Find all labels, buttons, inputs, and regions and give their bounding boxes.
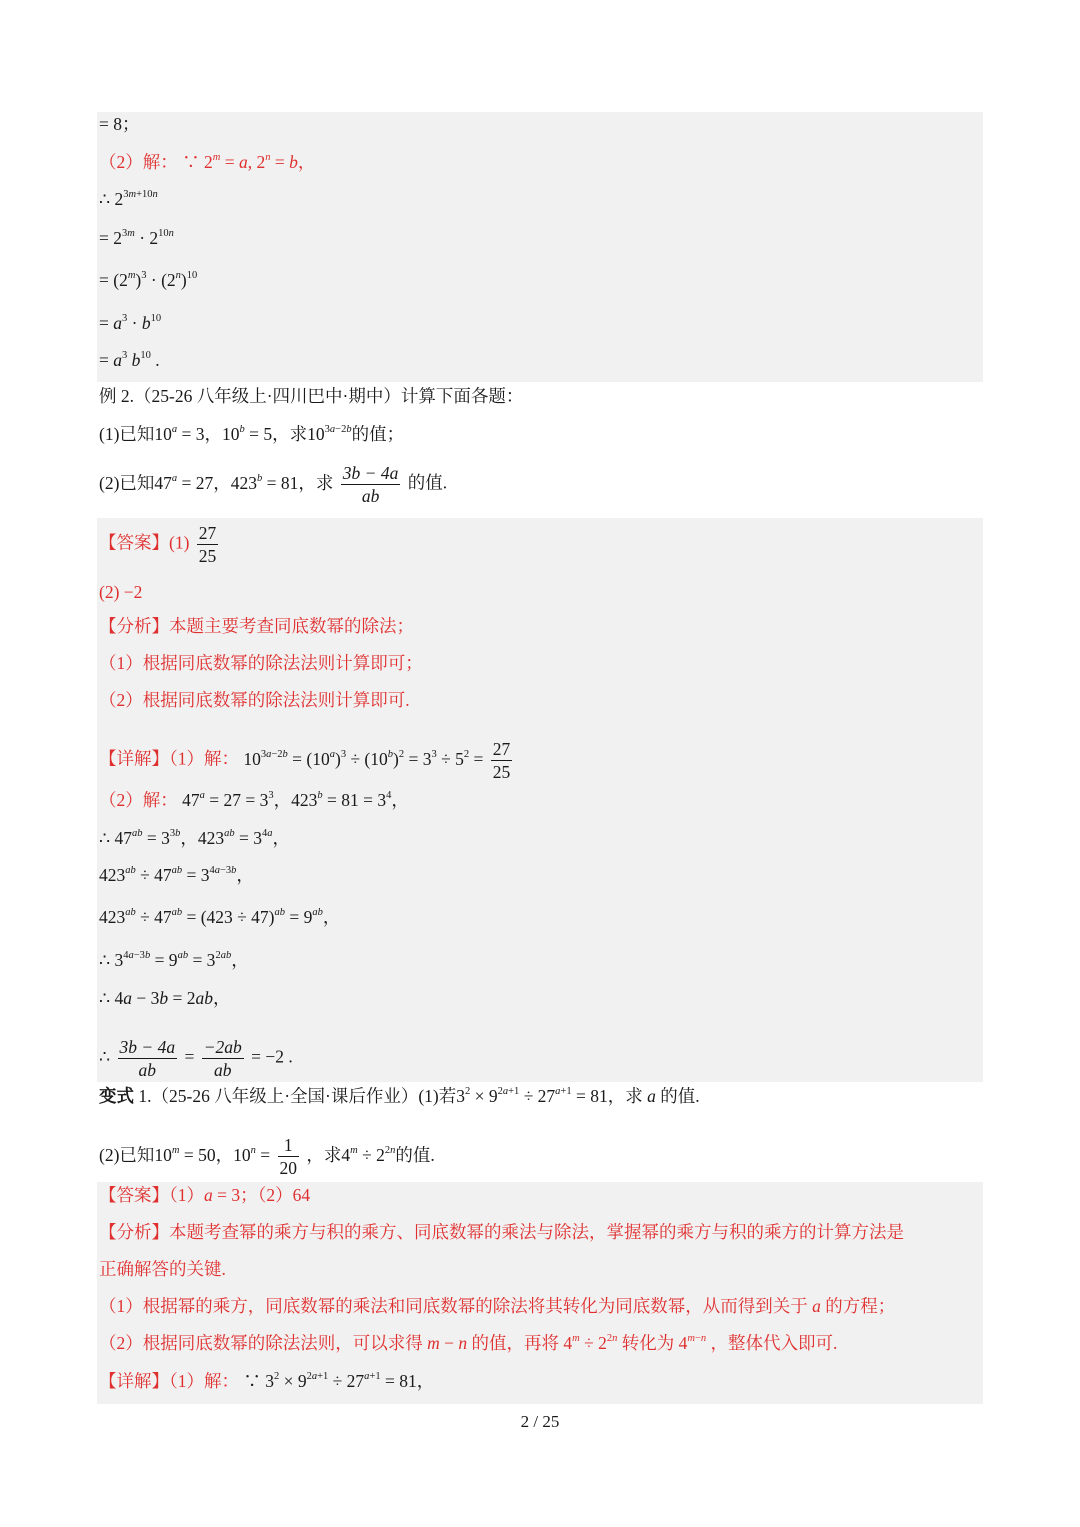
detail-3-part-label: （1）解： <box>169 1371 239 1391</box>
analysis-2-step-1: （1）根据同底数幂的除法法则计算即可； <box>99 653 423 673</box>
analysis-3-line-a <box>99 1222 904 1242</box>
example-2-q2-numerator: 3b − 4a <box>342 463 399 483</box>
analysis-3-line-b: 正确解答的关键. <box>99 1259 226 1279</box>
analysis-3-step-2: （2）根据同底数幂的除法法则，可以求得 m − n 的值，再将 $4^m \div 2^{2n}$ 转化为 $4^{m-n}$ ，整体代入即可. <box>99 1333 838 1353</box>
analysis-2-text: 本题主要考查同底数幂的除法； <box>169 616 414 636</box>
answer-2-numerator: 27 <box>198 523 217 543</box>
prev-line-6: = $a^3$ $b^{10}$ . <box>99 350 160 370</box>
variant-1-question-2 <box>99 1134 435 1179</box>
example-2-heading <box>99 386 523 406</box>
detail-2-label: 【详解】 <box>99 748 169 769</box>
analysis-3-label: 【分析】 <box>99 1222 169 1242</box>
variant-1-q2-end: ，求$4^m \div 2^{2n}$的值. <box>306 1144 435 1165</box>
example-2-q2-end: 的值. <box>407 472 448 493</box>
detail-3-line <box>99 1371 434 1391</box>
answer-2-fraction <box>197 522 219 567</box>
variant-1-source: 1.（25-26 八年级上·全国·课后作业） <box>134 1086 419 1106</box>
detail-2-denominator: 25 <box>492 762 511 782</box>
prev-line-5: = $a^3 \cdot b^{10}$ <box>99 313 162 333</box>
example-2-question-1: (1)已知$10^a = 3$，$10^b = 5$，求$10^{3a-2b}$的值； <box>99 424 405 444</box>
example-2-q2-fraction <box>341 462 401 507</box>
detail-2-fraction <box>491 738 513 783</box>
variant-1-q2-text: (2)已知$10^m = 50$，$10^n$ = <box>99 1144 271 1165</box>
detail-2-final-numerator-2: −2ab <box>203 1037 242 1057</box>
example-2-q2-text: (2)已知$47^a = 27$，$423^b = 81$，求 <box>99 472 334 493</box>
example-2-source: .（25-26 八年级上·四川巴中·期中）计算下面各题： <box>129 386 524 406</box>
prev-line-1-label: （2）解： <box>99 152 178 172</box>
detail-2-final-end: = −2 . <box>251 1046 293 1067</box>
detail-2-final-fraction-2 <box>202 1036 244 1081</box>
detail-2-line-3: ∴ $47^{ab} = 3^{3b}$，$423^{ab} = 3^{4a}$， <box>99 828 291 848</box>
analysis-3-text-a: 本题考查幂的乘方与积的乘方、同底数幂的乘法与除法，掌握幂的乘方与积的乘方的计算方法是 <box>169 1222 904 1242</box>
variant-1-heading <box>99 1086 700 1106</box>
answer-2-part-2: (2) −2 <box>99 582 143 602</box>
analysis-3-step-1: （1）根据幂的乘方，同底数幂的乘法和同底数幂的除法将其转化为同底数幂，从而得到关于 a 的方程； <box>99 1296 896 1316</box>
answer-2-line <box>99 522 221 567</box>
detail-2-final-denominator-1: ab <box>138 1060 157 1080</box>
example-2-question-2 <box>99 462 447 507</box>
analysis-2-label: 【分析】 <box>99 616 169 636</box>
detail-2-line-5: $423^{ab} \div 47^{ab} = (423 \div 47)^{ab} = 9^{ab}$， <box>99 907 341 927</box>
variant-1-q2-fraction <box>278 1134 300 1179</box>
detail-2-line-2-math: $47^a = 27 = 3^3$，$423^b = 81 = 3^4$， <box>182 790 409 810</box>
detail-2-line-4: $423^{ab} \div 47^{ab} = 3^{4a-3b}$， <box>99 865 254 885</box>
detail-2-line-2-label: （2）解： <box>99 790 178 810</box>
analysis-2-line <box>99 616 414 636</box>
detail-2-part-label: （1）解： <box>169 748 239 769</box>
detail-2-final-denominator-2: ab <box>213 1060 232 1080</box>
analysis-2-step-2: （2）根据同底数幂的除法法则计算即可. <box>99 690 410 710</box>
detail-2-line-8 <box>99 1036 293 1081</box>
variant-1-label: 变式 <box>99 1086 134 1106</box>
variant-1-q2-denominator: 20 <box>279 1158 297 1178</box>
prev-line-1-math: ∵ $2^m = a$, $2^n = b$， <box>182 152 316 172</box>
prev-line-4: = $(2^m)^3 \cdot (2^n)^{10}$ <box>99 270 198 290</box>
detail-2-final-numerator-1: 3b − 4a <box>119 1037 176 1057</box>
detail-2-final-fraction-1 <box>118 1036 178 1081</box>
page-number: 2 / 25 <box>520 1412 560 1431</box>
example-2-q2-denominator: ab <box>361 486 380 506</box>
detail-3-label: 【详解】 <box>99 1371 169 1391</box>
detail-2-line-1 <box>99 738 515 783</box>
answer-2-prefix: (1) <box>169 532 190 553</box>
detail-2-numerator: 27 <box>492 739 511 759</box>
detail-2-equals: = <box>184 1046 195 1067</box>
answer-2-denominator: 25 <box>198 546 217 566</box>
detail-2-line-7: ∴ 4a − 3b = 2ab， <box>99 988 231 1008</box>
answer-3-line <box>99 1185 310 1205</box>
detail-3-math: ∵ $3^2 \times 9^{2a+1} \div 27^{a+1} = 81$， <box>243 1371 435 1391</box>
answer-2-label: 【答案】 <box>99 532 169 553</box>
detail-2-line-6: ∴ $3^{4a-3b} = 9^{ab} = 3^{2ab}$， <box>99 950 249 970</box>
prev-line-0: = 8； <box>99 114 140 134</box>
answer-3-label: 【答案】 <box>99 1185 169 1205</box>
detail-2-line-2 <box>99 790 409 810</box>
prev-line-2: ∴ $2^{3m+10n}$ <box>99 189 158 209</box>
variant-1-q2-numerator: 1 <box>278 1134 300 1157</box>
detail-2-therefore-icon: ∴ <box>99 1046 111 1067</box>
prev-line-1 <box>99 152 315 172</box>
answer-3-text: （1）a = 3；（2）64 <box>169 1185 311 1205</box>
detail-2-math: $10^{3a-2b} = (10^a)^3 \div (10^b)^2 = 3^3 \div 5^2$ = <box>243 748 484 769</box>
variant-1-question-1: (1)若$3^2 \times 9^{2a+1} \div 27^{a+1} = 81$，求 a 的值. <box>418 1086 700 1106</box>
prev-line-3: = $2^{3m} \cdot 2^{10n}$ <box>99 228 174 248</box>
example-2-label: 例 2 <box>99 386 130 406</box>
